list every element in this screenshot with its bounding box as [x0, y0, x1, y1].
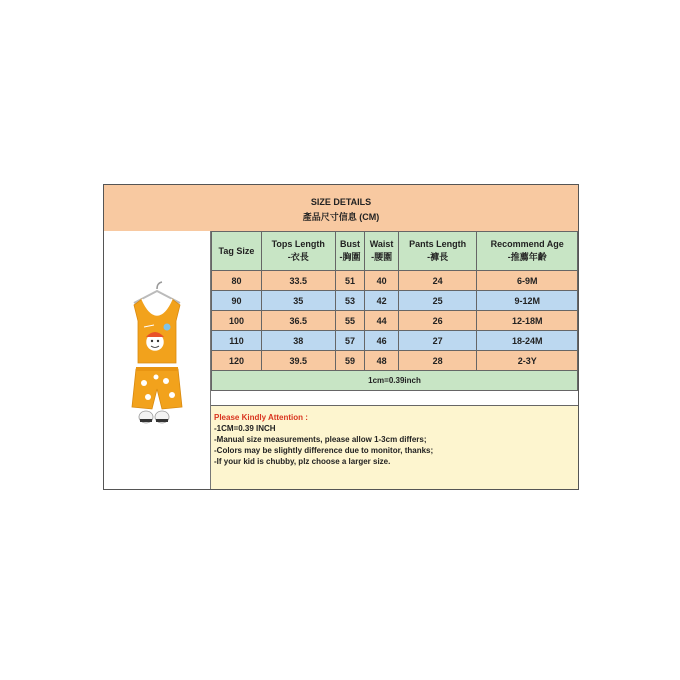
- note-line: -Colors may be slightly difference due to monitor, thanks;: [214, 446, 434, 455]
- note-line: -If your kid is chubby, plz choose a larger size.: [214, 457, 391, 466]
- table-cell: 25: [398, 291, 477, 311]
- column-header: Waist -腰圍: [365, 232, 398, 271]
- chart-header: [104, 185, 578, 232]
- hanger-hook: [157, 282, 162, 289]
- table-cell: 51: [335, 271, 365, 291]
- notes-box: [211, 405, 578, 489]
- table-cell: 120: [212, 351, 262, 371]
- table-cell: 46: [365, 331, 398, 351]
- table-cell: 26: [398, 311, 477, 331]
- table-row: [212, 331, 578, 351]
- column-header: Pants Length -褲長: [398, 232, 477, 271]
- table-cell: 27: [398, 331, 477, 351]
- table-cell: 59: [335, 351, 365, 371]
- note-line: -Manual size measurements, please allow 1-3cm differs;: [214, 435, 427, 444]
- table-cell: 36.5: [261, 311, 335, 331]
- table-cell: 100: [212, 311, 262, 331]
- column-header: Recommend Age -推薦年齡: [477, 232, 578, 271]
- tank-top: [134, 299, 180, 363]
- table-cell: 38: [261, 331, 335, 351]
- table-cell: 28: [398, 351, 477, 371]
- product-image-cell: [104, 231, 211, 489]
- column-header: Tops Length -衣長: [261, 232, 335, 271]
- chart-title: SIZE DETAILS: [310, 197, 372, 207]
- conversion-row: [212, 371, 578, 391]
- column-header: Bust -胸圍: [335, 232, 365, 271]
- table-cell: 18-24M: [477, 331, 578, 351]
- table-cell: 33.5: [261, 271, 335, 291]
- table-header-row: [212, 232, 578, 271]
- table-cell: 57: [335, 331, 365, 351]
- table-cell: 12-18M: [477, 311, 578, 331]
- column-header: Tag Size: [212, 232, 262, 271]
- table-cell: 90: [212, 291, 262, 311]
- table-cell: 80: [212, 271, 262, 291]
- size-chart: [103, 184, 579, 490]
- table-cell: 6-9M: [477, 271, 578, 291]
- table-cell: 42: [365, 291, 398, 311]
- table-row: [212, 351, 578, 371]
- note-line: -1CM=0.39 INCH: [214, 424, 276, 433]
- table-row: [212, 311, 578, 331]
- table-row: [212, 291, 578, 311]
- chart-subtitle: 產品尺寸信息 (CM): [302, 212, 380, 222]
- table-cell: 48: [365, 351, 398, 371]
- size-table: [211, 231, 578, 391]
- conversion-note: 1cm=0.39inch: [212, 371, 578, 391]
- table-cell: 44: [365, 311, 398, 331]
- table-cell: 55: [335, 311, 365, 331]
- table-cell: 9-12M: [477, 291, 578, 311]
- table-cell: 2-3Y: [477, 351, 578, 371]
- table-cell: 110: [212, 331, 262, 351]
- attention-heading: Please Kindly Attention :: [214, 413, 308, 422]
- product-image: [104, 231, 210, 489]
- table-cell: 24: [398, 271, 477, 291]
- table-cell: 40: [365, 271, 398, 291]
- table-cell: 53: [335, 291, 365, 311]
- table-row: [212, 271, 578, 291]
- table-cell: 35: [261, 291, 335, 311]
- table-cell: 39.5: [261, 351, 335, 371]
